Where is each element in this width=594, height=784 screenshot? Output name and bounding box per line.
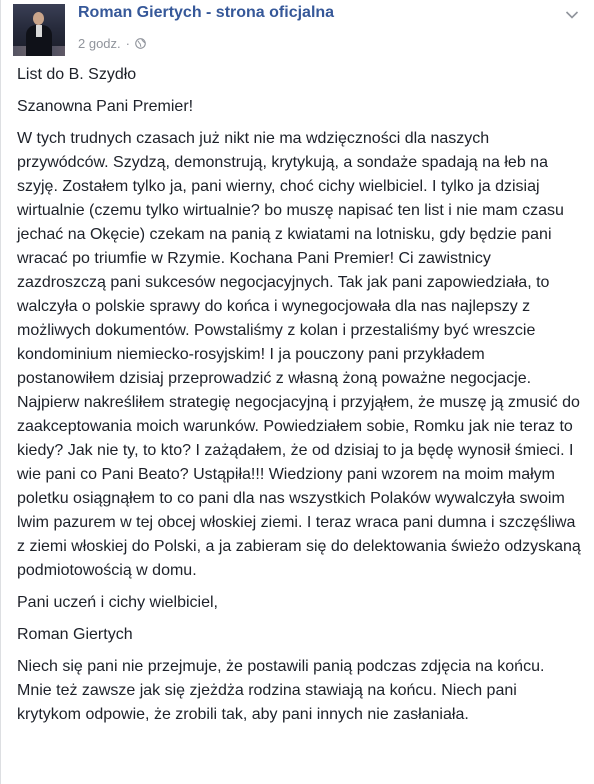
letter-closing: Pani uczeń i cichy wielbiciel, — [17, 594, 218, 611]
post-timestamp[interactable]: 2 godz. — [78, 35, 121, 51]
letter-paragraph: W tych trudnych czasach już nikt nie ma wdzięczności dla naszych przywódców. Szydzą, demonstrują, krytykują, a sondaże spadają na łeb na szyję. Zostałem tylko ja, pani wierny, choć cichy wielbiciel. I tylko ja dzisiaj wirtualnie (czemu tylko wirtualnie? bo muszę napisać ten list i nie mam czasu jechać na Okęcie) czekam na panią z kwiatami na lotnisku, gdy będzie pani wracać po triumfie w Rzymie. Kochana Pani Premier! Ci zawistnicy zazdroszczą pani sukcesów negocjacyjnych. Tak jak pani zapowiedziała, to walczyła o polskie sprawy do końca i wynegocjowała dla nas najlepszy z możliwych dokumentów. Powstaliśmy z kolan i przestaliśmy być wreszcie kondominium niemiecko-rosyjskim! I ja pouczony pani przykładem postanowiłem dzisiaj przeprowadzić z własną żoną poważne negocjacje. Najpierw nakreśliłem strategię negocjacyjną i przyjąłem, że muszę ją zmusić do zaakceptowania moich warunków. Powiedziałem sobie, Romku jak nie teraz to kiedy? Jak nie ty, to kto? I zażądałem, że od dzisiaj to ja będę wynosił śmieci. I wie pani co Pani Beato? Ustąpiła!!! Wiedziony pani wzorem na moim małym poletku osiągnąłem to co pani dla nas wszystkich Polaków wywalczyła swoim lwim pazurem w tej obcej włoskiej ziemi. I teraz wraca pani dumna i szczęśliwa z ziemi włoskiej do Polski, a ja zabieram się do delektowania świeżo odzyskaną podmiotowością w domu. — [17, 130, 581, 579]
post-header — [13, 4, 583, 56]
post-body — [17, 63, 583, 727]
letter-signature: Roman Giertych — [17, 626, 133, 643]
page-name-link[interactable]: Roman Giertych - strona oficjalna — [78, 4, 335, 21]
letter-title: List do B. Szydło — [17, 66, 137, 83]
avatar-figure-head — [33, 12, 44, 25]
letter-postscript: Niech się pani nie przejmuje, że postawili panią podczas zdjęcia na końcu. Mnie też zawsze jak się zjeżdża rodzina stawiają na końcu. Niech pani krytykom odpowie, że zrobili tak, aby pani innych nie zasłaniała. — [17, 658, 545, 723]
post-meta — [78, 34, 146, 52]
chevron-down-icon[interactable] — [565, 10, 579, 20]
page-avatar[interactable] — [13, 4, 65, 56]
meta-separator: · — [125, 35, 130, 51]
globe-icon[interactable] — [135, 38, 146, 49]
letter-salutation: Szanowna Pani Premier! — [17, 98, 194, 115]
avatar-figure-shirt — [36, 25, 42, 37]
